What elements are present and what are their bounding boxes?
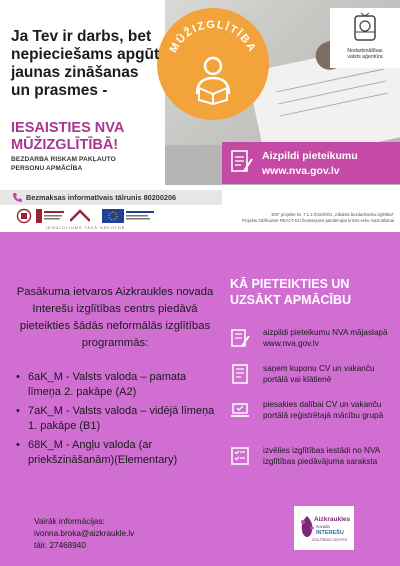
hotline-text: Bezmaksas informatīvais tālrunis 80200206 (26, 193, 177, 202)
agency-name-line1: Nodarbinātības (347, 48, 383, 54)
subheading (11, 156, 161, 173)
logo-line4: IZGLĪTĪBAS CENTRS (312, 538, 348, 542)
badge-text: MŪŽIZGLĪTĪBA (167, 18, 259, 55)
tagline: IEGULDĪJUMS TAVĀ NĀKOTNĒ (46, 226, 126, 230)
program-item: • 7aK_M - Valsts valoda – vidējā līmeņa 1. pakāpe (B1) (16, 404, 216, 434)
eu-fund-text-icon (126, 209, 154, 223)
headline: Ja Tev ir darbs, bet nepieciešams apgūt jaunas zināšanas un prasmes - (11, 28, 160, 99)
coat-of-arms-icon (352, 12, 378, 44)
esf-line1: ESF projekts Nr. 7.1.1.0/15/I/001 „Atbalsts bezdarbnieku izglītībai" (271, 212, 394, 217)
lifelong-learning-badge (157, 8, 269, 120)
phone-icon (12, 192, 23, 203)
program-item: • 6aK_M - Valsts valoda – pamata līmeņa 2. pakāpe (A2) (16, 370, 216, 400)
form-pen-icon (230, 149, 254, 175)
steps-title-line2: UZSĀKT APMĀCĪBU (230, 293, 352, 307)
agency-name-line2: valsts aģentūra (347, 54, 383, 60)
nap-logo-icon (70, 209, 90, 223)
top-banner (0, 0, 400, 230)
contact-email-link[interactable]: ivonna.broka@aizkraukle.lv (34, 529, 135, 538)
esf-line2: Projektu līdzfinansē REACT-EU finansējums pandēmijas krīzes seku mazināšanai (242, 217, 394, 223)
step-text: piesakies dalībai CV un vakanču portālā reģistrētajā mācību grupā (263, 400, 384, 420)
form-icon (230, 328, 250, 348)
ministry-logo-icon (36, 209, 64, 223)
document-icon (230, 364, 250, 384)
eu-flag-icon (102, 209, 124, 223)
step-text: saņem kuponu CV un vakanču portālā vai klātienē (263, 364, 375, 384)
svg-text:MŪŽIZGLĪTĪBA (168, 19, 259, 55)
subheading-line2: PERSONU APMĀCĪBA (11, 164, 83, 172)
logo-line3: INTEREŠU (316, 530, 344, 536)
contact-info (34, 516, 174, 552)
learner-icon (157, 8, 269, 120)
subheading-line1: BEZDARBA RISKAM PAKĻAUTO (11, 156, 116, 163)
intro-text: Pasākuma ietvaros Aizkraukles novada Interešu izglītības centrs piedāvā pieteikties šādās neformālās izglītības programmās: (16, 286, 214, 349)
contact-heading: Vairāk informācijas: (34, 517, 105, 526)
esf-project-note (214, 212, 394, 223)
logo-line2: novada (316, 524, 330, 529)
latvia-coat-icon (16, 208, 32, 224)
aizkraukle-centre-logo (294, 506, 354, 550)
step-text: izvēlies izglītības iestādi no NVA izglītības piedāvājuma saraksta (263, 446, 380, 466)
apply-text: Aizpildi pieteikumu (262, 150, 358, 162)
logo-line1: Aizkraukles (314, 516, 351, 523)
checklist-icon (230, 446, 250, 466)
contact-phone: tālr. 27468940 (34, 541, 86, 550)
laptop-icon (230, 400, 250, 420)
apply-url-link[interactable]: www.nva.gov.lv (262, 165, 340, 177)
steps-title (230, 276, 390, 308)
program-item: • 68K_M - Angļu valoda (ar priekšzināšanām)(Elementary) (16, 438, 216, 468)
step-text: aizpildi pieteikumu NVA mājaslapā www.nva.gov.lv (263, 328, 388, 348)
program-list (16, 370, 216, 472)
steps-title-line1: KĀ PIETEIKTIES UN (230, 277, 350, 291)
nva-logo (330, 8, 400, 68)
cta-heading: IESAISTIES NVA MŪŽIZGLĪTĪBĀ! (11, 120, 124, 153)
